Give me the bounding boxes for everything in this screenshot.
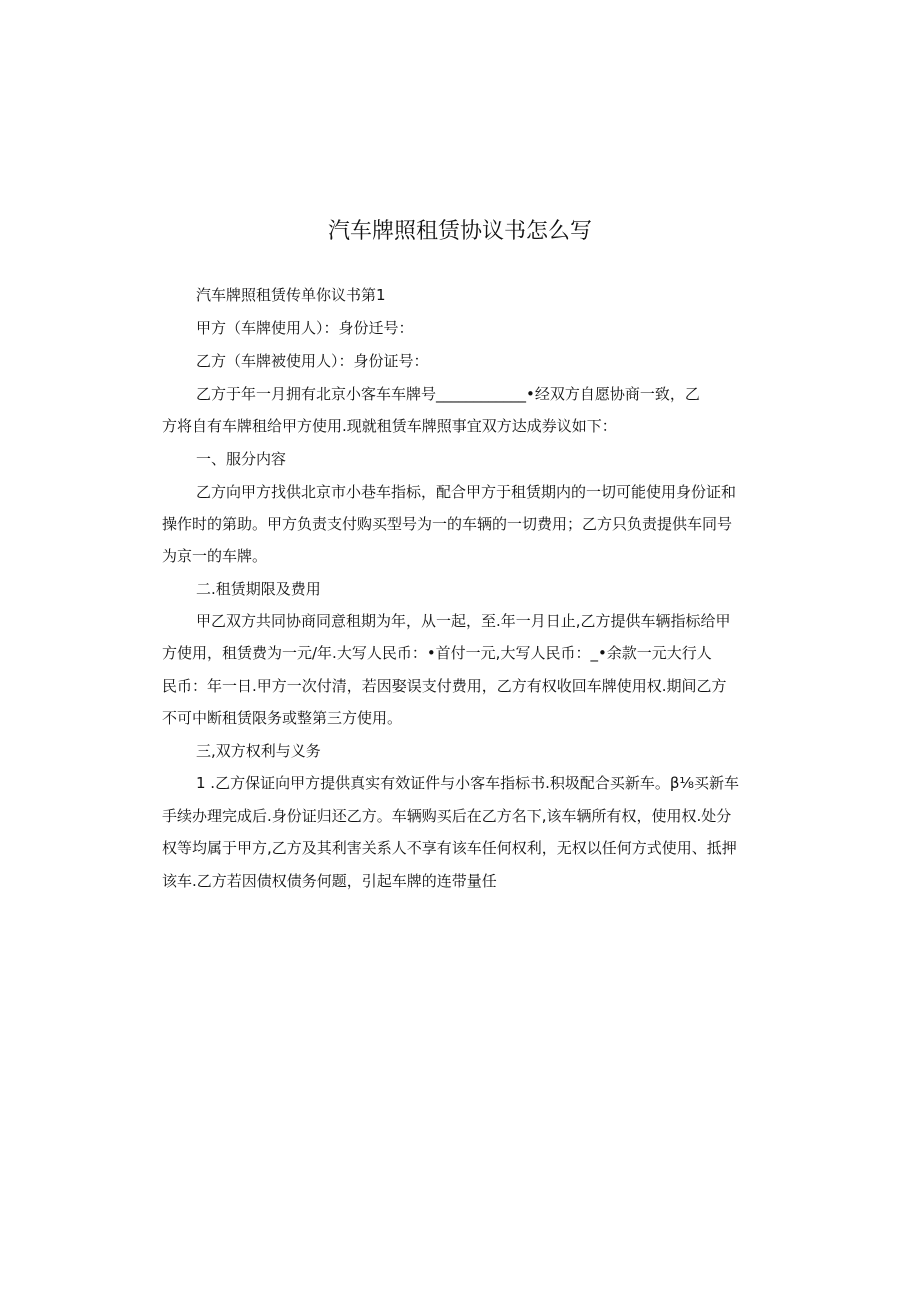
body-line: 为京一的车牌。	[162, 547, 268, 565]
section-heading: 二.租赁期限及费用	[196, 580, 321, 598]
body-line: 该车.乙方若因债权债务何题，引起车牌的连带量任	[162, 872, 497, 890]
party-a-line: 甲方（车牌使用人）：身份迁号：	[196, 319, 414, 337]
body-line: 方使用，租赁费为一元/年.大写人民币：•首付一元,大写人民币：_•余款一元大行人	[162, 644, 712, 662]
body-line: 方将自有车牌租给甲方使用.现就租赁车牌照事宜双方达成券议如下：	[162, 417, 617, 435]
body-line: 民币：年一日.甲方一次付清，若因娶误支付费用，乙方有权收回车牌使用权.期间乙方	[162, 677, 727, 695]
body-line: 操作时的第助。甲方负责支付购买型号为一的车辆的一切费用；乙方只负责提供车同号	[162, 515, 733, 533]
body-line: 甲乙双方共同协商同意租期为年，从一起，至.年一月日止,乙方提供车辆指标给甲	[196, 612, 731, 630]
paragraph-heading-line: 汽车牌照租赁传单你议书第1	[196, 286, 386, 304]
body-line: 乙方向甲方找供北京市小巷车指标，配合甲方于租赁期内的一切可能使用身份证和	[196, 483, 737, 501]
body-line: 权等均属于甲方,乙方及其利害关系人不享有该车任何权利，无权以任何方式使用、抵押	[162, 839, 737, 857]
section-heading: 三,双方权利与义务	[196, 742, 321, 760]
party-b-line: 乙方（车牌被使用人）：身份证号：	[196, 352, 429, 370]
section-heading: 一、服分内容	[196, 450, 287, 468]
document-title: 汽车牌照租赁协议书怎么写	[327, 219, 592, 244]
body-line: 不可中断租赁限务或整第三方使用。	[162, 709, 403, 727]
body-line: 乙方于年一月拥有北京小客车车牌号____________•经双方自愿协商一致，乙	[196, 385, 700, 403]
body-line: 手续办理完成后.身份证归还乙方。车辆购买后在乙方名下,该车辆所有权，使用权.处分	[162, 807, 732, 825]
body-line: 1 .乙方保证向甲方提供真实有效证件与小客车指标书.积圾配合买新车。β⅛买新车	[196, 774, 739, 792]
